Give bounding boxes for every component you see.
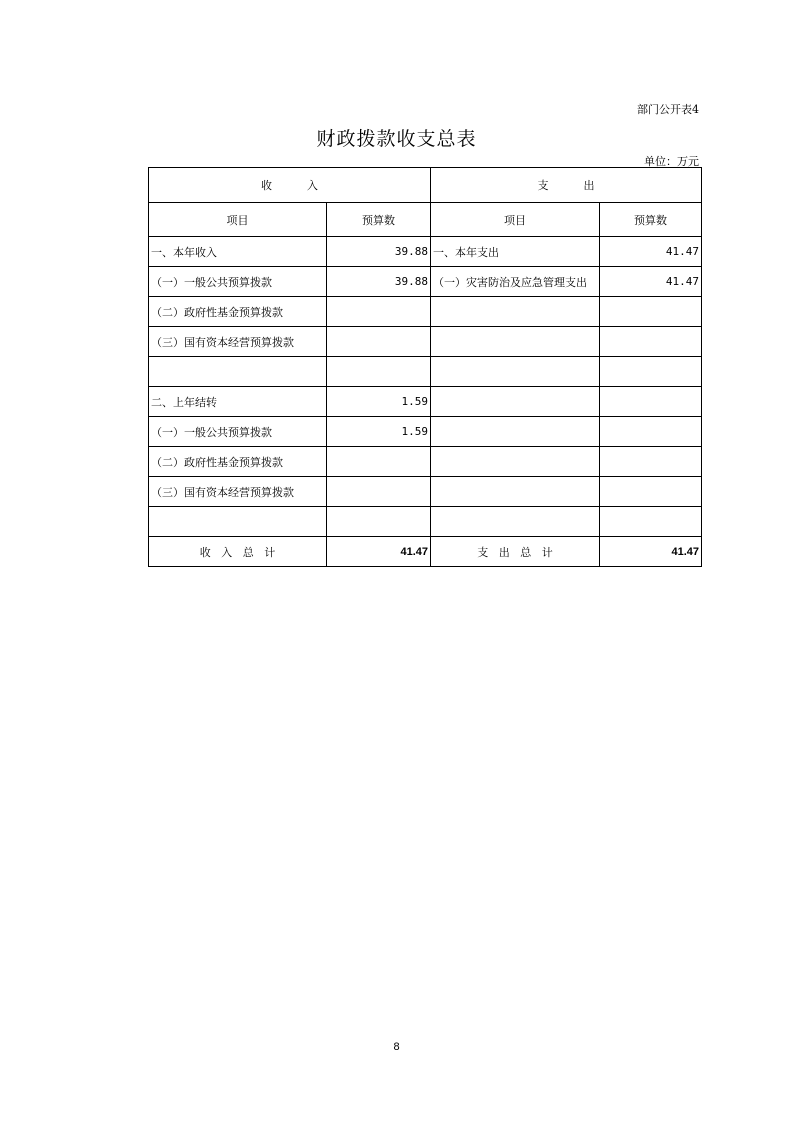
table-row xyxy=(149,477,702,507)
table-row xyxy=(149,267,702,297)
income-item-cell: （三）国有资本经营预算拨款 xyxy=(149,477,327,507)
income-item-col-header: 项目 xyxy=(149,203,327,237)
document-title: 财政拨款收支总表 xyxy=(316,128,477,150)
table-header-row xyxy=(149,168,702,203)
income-item-cell: 一、本年收入 xyxy=(149,237,327,267)
expense-item-col-header: 项目 xyxy=(431,203,600,237)
form-number-tag: 部门公开表4 xyxy=(637,103,699,116)
expense-value-cell xyxy=(600,417,702,447)
column-header-row xyxy=(149,203,702,237)
income-value-cell xyxy=(327,327,431,357)
expense-budget-col-header: 预算数 xyxy=(600,203,702,237)
income-value-cell xyxy=(327,507,431,537)
income-value-cell: 39.88 xyxy=(327,267,431,297)
income-item-cell: （三）国有资本经营预算拨款 xyxy=(149,327,327,357)
page-number: 8 xyxy=(393,1041,400,1053)
income-item-cell: （一）一般公共预算拨款 xyxy=(149,417,327,447)
income-value-cell: 1.59 xyxy=(327,387,431,417)
expense-total-value: 41.47 xyxy=(600,537,702,567)
expense-item-cell: （一）灾害防治及应急管理支出 xyxy=(431,267,600,297)
table-row xyxy=(149,357,702,387)
income-total-label: 收 入 总 计 xyxy=(149,537,327,567)
expense-header: 支 出 xyxy=(431,168,702,203)
expense-value-cell xyxy=(600,297,702,327)
income-value-cell: 39.88 xyxy=(327,237,431,267)
income-item-cell xyxy=(149,357,327,387)
income-value-cell: 1.59 xyxy=(327,417,431,447)
expense-value-cell xyxy=(600,477,702,507)
income-header: 收 入 xyxy=(149,168,431,203)
unit-label: 单位：万元 xyxy=(644,155,699,168)
table-row xyxy=(149,237,702,267)
income-item-cell: （二）政府性基金预算拨款 xyxy=(149,447,327,477)
expense-value-cell xyxy=(600,327,702,357)
budget-table xyxy=(148,167,702,567)
expense-item-cell xyxy=(431,447,600,477)
expense-total-label: 支 出 总 计 xyxy=(431,537,600,567)
income-value-cell xyxy=(327,357,431,387)
expense-item-cell xyxy=(431,417,600,447)
table-row xyxy=(149,447,702,477)
expense-value-cell: 41.47 xyxy=(600,237,702,267)
income-item-cell: （二）政府性基金预算拨款 xyxy=(149,297,327,327)
table-row xyxy=(149,327,702,357)
total-row xyxy=(149,537,702,567)
expense-value-cell: 41.47 xyxy=(600,267,702,297)
expense-value-cell xyxy=(600,507,702,537)
income-item-cell xyxy=(149,507,327,537)
expense-value-cell xyxy=(600,447,702,477)
income-value-cell xyxy=(327,297,431,327)
table-row xyxy=(149,507,702,537)
table-row xyxy=(149,297,702,327)
expense-item-cell: 一、本年支出 xyxy=(431,237,600,267)
table-row xyxy=(149,417,702,447)
expense-value-cell xyxy=(600,357,702,387)
expense-item-cell xyxy=(431,387,600,417)
income-value-cell xyxy=(327,477,431,507)
expense-item-cell xyxy=(431,327,600,357)
income-budget-col-header: 预算数 xyxy=(327,203,431,237)
income-item-cell: 二、上年结转 xyxy=(149,387,327,417)
expense-item-cell xyxy=(431,507,600,537)
income-item-cell: （一）一般公共预算拨款 xyxy=(149,267,327,297)
expense-item-cell xyxy=(431,477,600,507)
table-row xyxy=(149,387,702,417)
expense-value-cell xyxy=(600,387,702,417)
expense-item-cell xyxy=(431,357,600,387)
income-value-cell xyxy=(327,447,431,477)
expense-item-cell xyxy=(431,297,600,327)
income-total-value: 41.47 xyxy=(327,537,431,567)
